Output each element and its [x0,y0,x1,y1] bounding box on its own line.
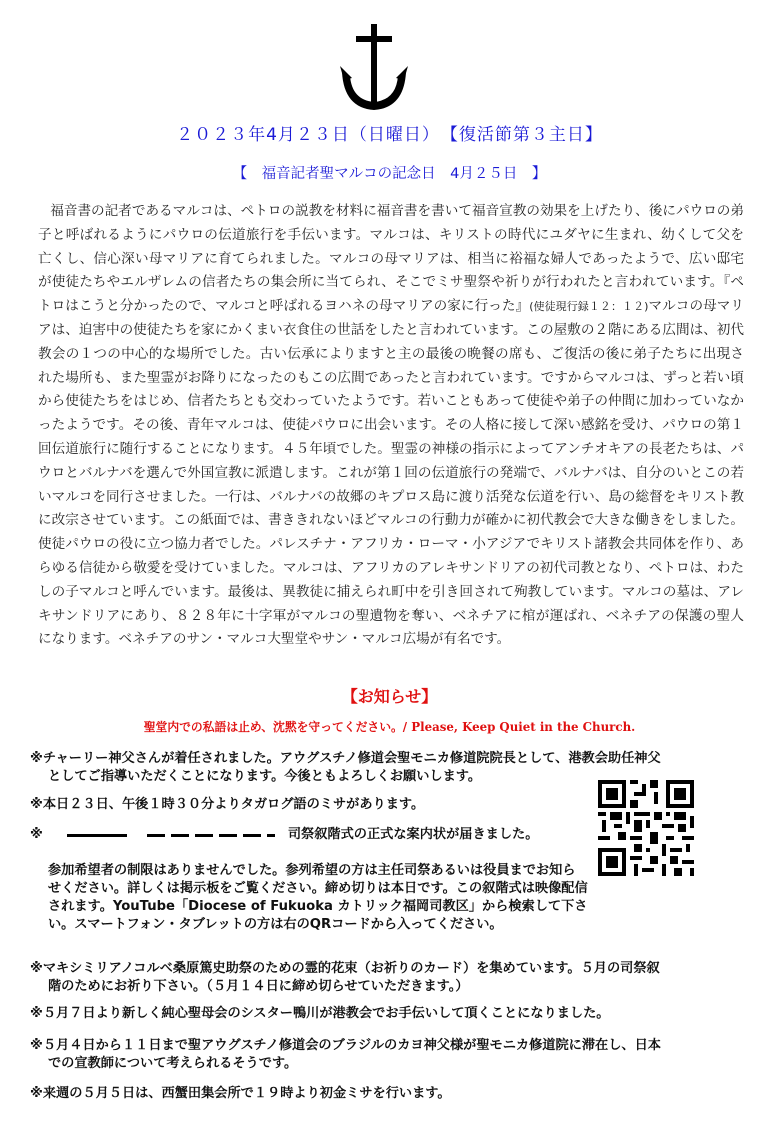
notice-line: としてご指導いただくことになります。今後ともよろしくお願いします。 [48,769,482,784]
notice-line: 階のためにお祈り下さい。（５月１４日に締め切らせていただきます。） [48,979,469,994]
qr-code[interactable] [598,780,694,876]
notice-item-spiritual-bouquet [30,960,740,996]
notice-line: ※チャーリー神父さんが着任されました。アウグスチノ修道会聖モニカ修道院院長として、港教会助任神父 [30,751,661,766]
notice-line: ※マキシミリアノコルベ桑原篤史助祭のための霊的花束（お祈りのカード）を集めています。５月の司祭叙 [30,961,660,976]
notice-line: 司祭叙階式の正式な案内状が届きました。 [287,827,539,842]
notice-item-tagalog-mass: ※本日２３日、午後１時３０分よりタガログ語のミサがあります。 [30,797,425,812]
article-text-a: 福音書の記者であるマルコは、ペトロの説教を材料に福音書を書いて福音宣教の効果を上げたり、後にパウロの弟子と呼ばれるようにパウロの伝道旅行を手伝います。マルコは、キリストの時代にユダヤに生まれ、幼くして父を亡くし、信心深い母マリアに育てられました。マルコの母マリアは、相当に裕福な婦人であったようで、広い邸宅が使徒たちやエルザレムの信者たちの集会所に当てられ、そこでミサ聖祭や祈りが行われたと言われています。『ペトロはこうと分かったので、マルコと呼ばれるヨハネの母マリアの家に行った』 [38,203,744,315]
article-text-b: マルコの母マリアは、迫害中の使徒たちを家にかくまい衣食住の世話をしたと言われています。この屋敷の２階にある広間は、初代教会の１つの中心的な場所でした。古い伝承によりますと主の最後の晩餐の席も、ご復活の後に弟子たちに出現された場所も、また聖霊がお降りになったのもこの広間であったと言われています。ですからマルコは、ずっと若い頃から使徒たちをはじめ、信者たちとも交わっていたようです。若いこともあって使徒や弟子の仲間に加わっていなかったようです。その後、青年マルコは、使徒パウロに出会います。その人格に接して深い感銘を受け、パウロの第１回伝道旅行に随行することになります。４５年頃でした。聖霊の神様の指示によってアンチオキアの長老たちは、パウロとバルナバを選んで外国宣教に派遣します。これが第１回の伝道旅行の発端で、バルナバは、自分のいとこの若いマルコを同行させました。一行は、バルナバの故郷のキプロス島に渡り活発な伝道を行い、島の総督をキリスト教に改宗させています。この紙面では、書ききれないほどマルコの行動力が確かに初代教会で大きな働きをしました。使徒パウロの役に立つ協力者でした。パレスチナ・アフリカ・ローマ・小アジアでキリスト諸教会共同体を作り、あらゆる信徒から敬愛を受けていました。マルコは、アフリカのアレキサンドリアの初代司教となり、ペトロは、わたしの子マルコと呼んでいます。最後は、異教徒に捕えられ町中を引き回されて殉教しています。マルコの墓は、アレキサンドリアにあり、８２８年に十字軍がマルコの聖遺物を奪い、ベネチアに棺が運ばれ、ベネチアの保護の聖人になります。ベネチアのサン・マルコ大聖堂やサン・マルコ広場が有名です。 [38,298,745,648]
quiet-request: 聖堂内での私語は止め、沈黙を守ってください。/ Please, Keep Quiet in the Church. [143,720,636,734]
notice-item-sister: ※５月７日より新しく純心聖母会のシスター鴨川が港教会でお手伝いして頂くことになりました。 [30,1006,610,1021]
article-citation: (使徒現行録１２：１２) [529,300,649,314]
feast-heading: 【 福音記者聖マルコの記念日 4月２５日 】 [232,166,547,182]
notice-item-first-friday-mass: ※来週の５月５日は、西蟹田集会所で１９時より初金ミサを行います。 [30,1086,451,1101]
notice-line: ※５月４日から１１日まで聖アウグスチノ修道会のブラジルのカヨ神父様が聖モニカ修道院に滞在し、日本 [30,1038,661,1053]
notice-item-ordination [30,826,570,844]
notice-item-visiting-priest [30,1037,740,1073]
notices-title: 【お知らせ】 [341,687,438,706]
ordination-details: 参加希望者の制限はありませんでした。参列希望の方は主任司祭あるいは役員までお知らせください。詳しくは掲示板をご覧ください。締め切りは本日です。この叙階式は映像配信されます。YouTube「Diocese of Fukuoka カトリック福岡司教区」から検索して下さい。スマートフォン・タブレットの方は右のQRコードから入ってください。 [48,863,588,932]
date-heading: ２０２３年4月２３日（日曜日） 【復活節第３主日】 [176,125,603,145]
notice-line: での宣教師について考えられるそうです。 [48,1056,298,1071]
feast-article [38,200,744,652]
redaction-bar [43,826,288,844]
notice-mark: ※ [30,827,43,842]
anchor-icon [340,22,408,114]
